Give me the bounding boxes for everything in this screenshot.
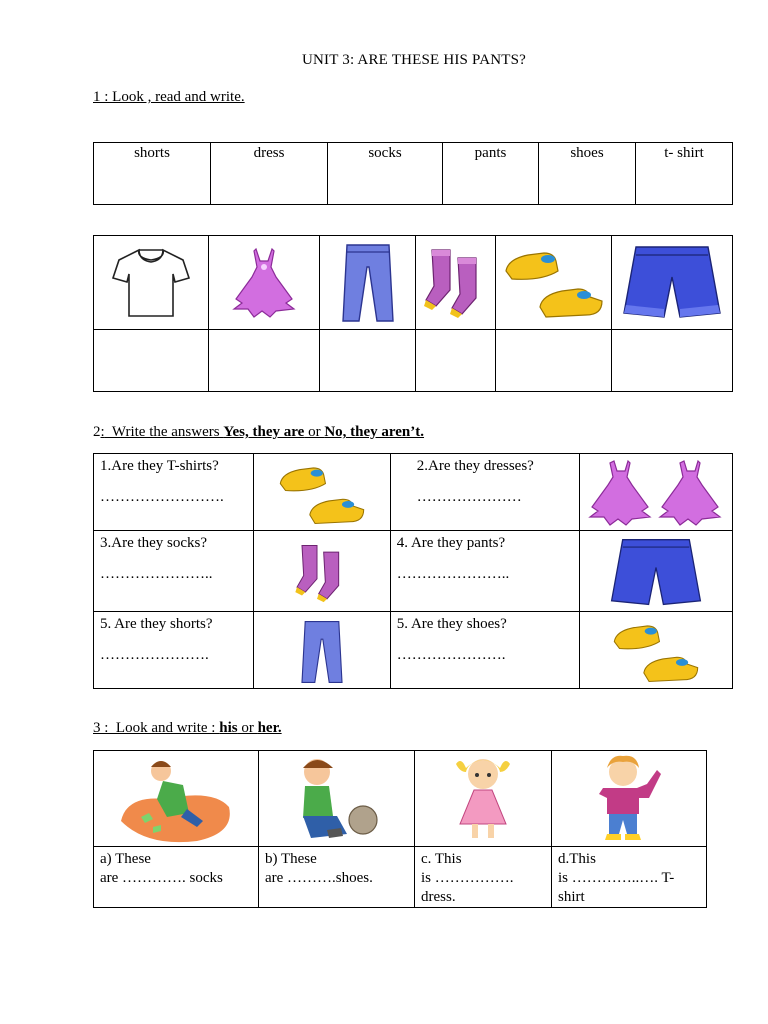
dress-cell: [209, 236, 320, 330]
answer-cell[interactable]: [496, 330, 612, 392]
caption-line[interactable]: are ……….shoes.: [265, 870, 373, 886]
answer-cell[interactable]: [209, 330, 320, 392]
shorts-cell: [612, 236, 733, 330]
question-text: 2.Are they dresses?: [416, 458, 534, 474]
shoes-icon: [502, 245, 606, 321]
section3-or: or: [237, 720, 258, 736]
tshirt-cell: [94, 236, 209, 330]
caption-line: d.This: [558, 851, 596, 867]
question-cell: [390, 454, 579, 531]
word-table: [93, 142, 733, 205]
socks-icon: [292, 540, 352, 606]
shorts-icon: [622, 243, 722, 323]
answer-cell[interactable]: [612, 330, 733, 392]
section2-heading: [93, 424, 424, 441]
caption-line[interactable]: is …………….: [421, 870, 514, 886]
boy-socks-cell: [94, 751, 259, 847]
boy-shoes-picture: [287, 754, 387, 846]
section2-colon: :: [100, 424, 105, 440]
girl-dress-picture: [448, 754, 518, 846]
answer-dots[interactable]: …………………: [416, 489, 522, 505]
word-cell: t- shirt: [636, 143, 733, 205]
boy-socks-picture: [117, 755, 235, 845]
question-picture: [580, 612, 733, 689]
her-word: her.: [257, 720, 282, 736]
question-text: 1.Are they T-shirts?: [100, 458, 219, 474]
caption-line: dress.: [421, 889, 456, 905]
section2-text: Write the answers: [104, 424, 224, 440]
section3-text: 3 : Look and write :: [93, 720, 220, 736]
section3-heading: [93, 720, 282, 737]
shoes-icon: [606, 619, 706, 685]
boy-tshirt-cell: [552, 751, 707, 847]
section2-number: 2: [93, 424, 101, 440]
dress-icon: [586, 459, 726, 529]
answer-cell[interactable]: [320, 330, 416, 392]
answer-dots[interactable]: …………………..: [396, 566, 510, 582]
shoes-icon: [272, 461, 372, 527]
dress-icon: [224, 243, 304, 323]
answer-dots[interactable]: ………………….: [396, 647, 506, 663]
word-cell: shorts: [94, 143, 211, 205]
socks-icon: [420, 246, 492, 320]
question-picture: [580, 531, 733, 612]
answer-cell[interactable]: [416, 330, 496, 392]
caption-line: shirt: [558, 889, 585, 905]
boy-tshirt-picture: [593, 754, 665, 846]
caption-cell: [415, 847, 552, 908]
caption-cell: [259, 847, 415, 908]
section2-or: or: [304, 424, 325, 440]
caption-line: b) These: [265, 851, 317, 867]
caption-cell: [94, 847, 259, 908]
pronoun-table: [93, 750, 707, 908]
caption-line[interactable]: are …………. socks: [100, 870, 223, 886]
question-picture: [253, 531, 390, 612]
picture-table: [93, 235, 733, 392]
question-picture: [253, 612, 390, 689]
page-title: UNIT 3: ARE THESE HIS PANTS?: [301, 52, 527, 68]
answer-dots[interactable]: …………………….: [100, 489, 224, 505]
socks-cell: [416, 236, 496, 330]
question-text: 5. Are they shoes?: [396, 616, 507, 632]
question-text: 3.Are they socks?: [100, 535, 208, 551]
boy-shoes-cell: [259, 751, 415, 847]
shorts-icon: [609, 536, 703, 610]
pants-cell: [320, 236, 416, 330]
pants-icon: [333, 241, 403, 325]
questions-table: [93, 453, 733, 689]
section1-heading: 1 : Look , read and write.: [93, 89, 245, 105]
question-picture: [253, 454, 390, 531]
question-cell: [94, 612, 254, 689]
caption-line[interactable]: is …………..…. T-: [558, 870, 675, 886]
answer-cell[interactable]: [94, 330, 209, 392]
girl-dress-cell: [415, 751, 552, 847]
question-cell: [390, 612, 579, 689]
question-text: 5. Are they shorts?: [100, 616, 213, 632]
question-cell: [390, 531, 579, 612]
word-cell: dress: [211, 143, 328, 205]
caption-line: a) These: [100, 851, 151, 867]
word-cell: socks: [328, 143, 443, 205]
caption-cell: [552, 847, 707, 908]
word-cell: pants: [443, 143, 539, 205]
caption-line: c. This: [421, 851, 462, 867]
yes-phrase: Yes, they are: [223, 424, 305, 440]
question-text: 4. Are they pants?: [396, 535, 506, 551]
answer-dots[interactable]: …………………..: [100, 566, 213, 582]
question-cell: [94, 531, 254, 612]
tshirt-icon: [111, 246, 191, 320]
answer-dots[interactable]: ………………….: [100, 647, 209, 663]
pants-icon: [294, 616, 350, 688]
word-cell: shoes: [539, 143, 636, 205]
no-phrase: No, they aren’t.: [324, 424, 425, 440]
shoes-cell: [496, 236, 612, 330]
question-picture: [580, 454, 733, 531]
question-cell: [94, 454, 254, 531]
his-word: his: [219, 720, 238, 736]
